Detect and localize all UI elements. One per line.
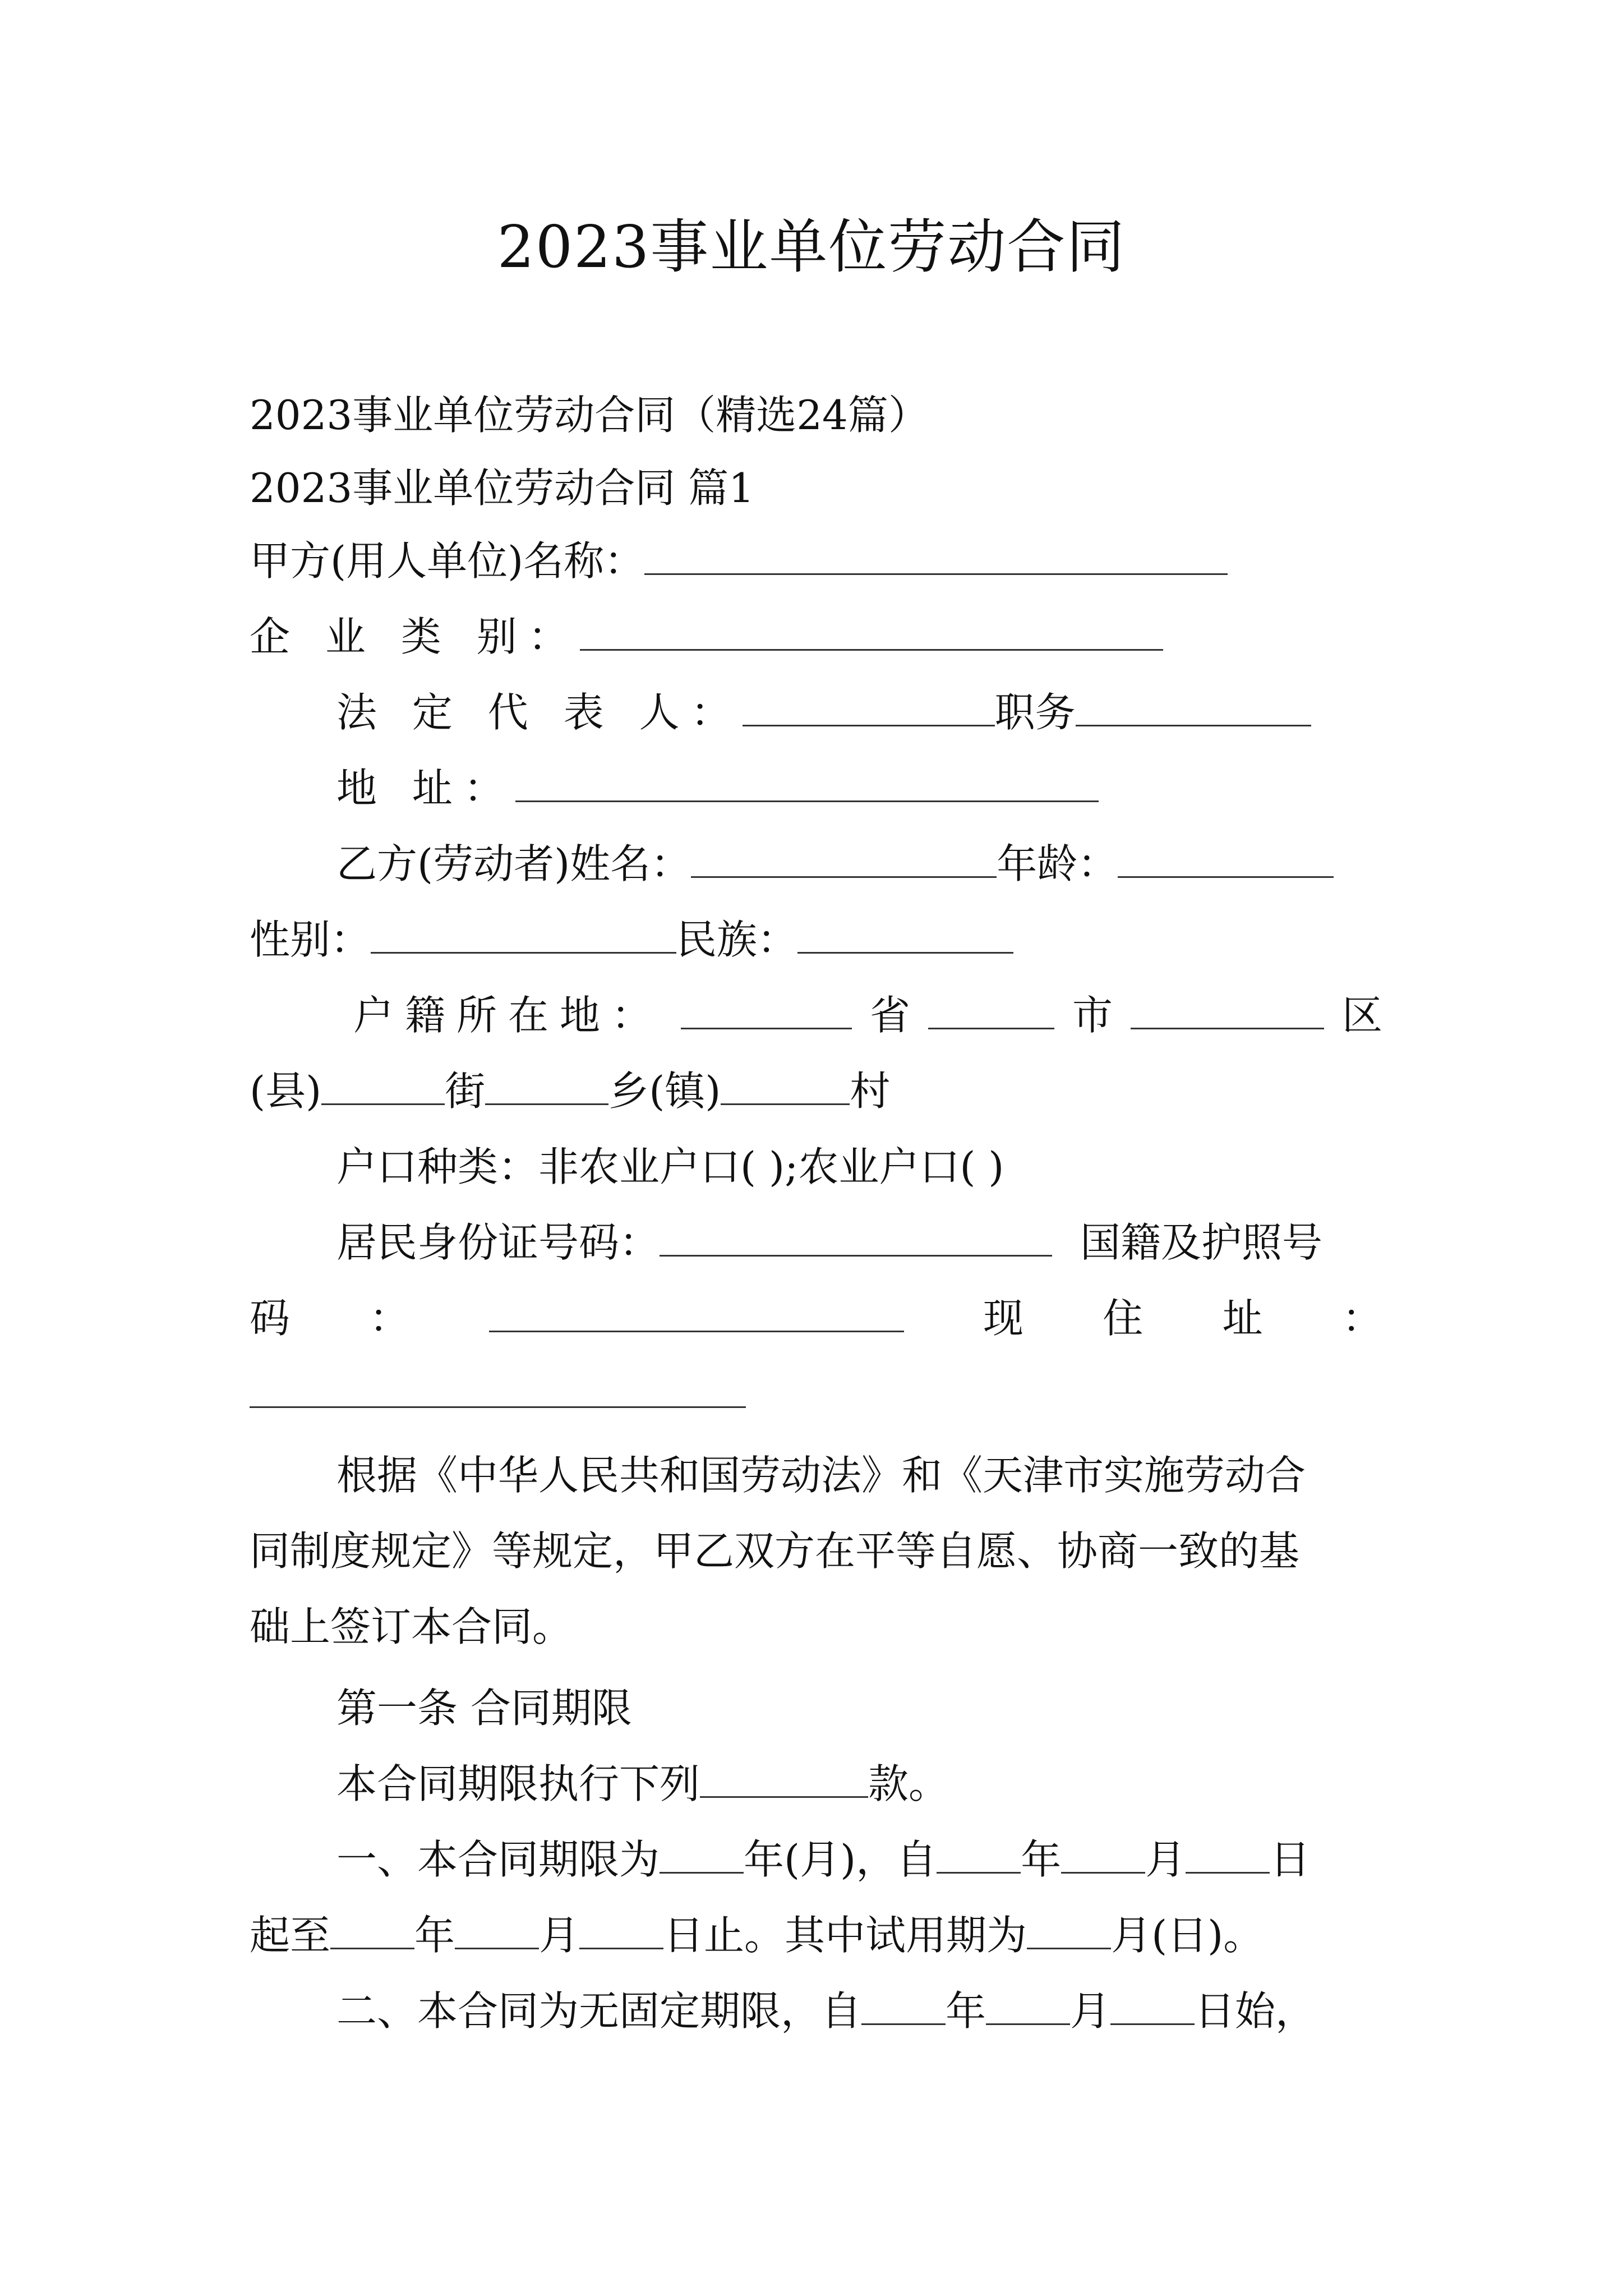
gender-line: [250, 906, 1382, 973]
address-blank[interactable]: [515, 761, 1099, 802]
household-location-line: [353, 982, 1382, 1049]
term-1-end-text: 起至: [250, 1912, 331, 1959]
id-number-line: [336, 1209, 1382, 1276]
term-exec-line: [336, 1750, 1469, 1818]
passport-label-part2: 码: [250, 1295, 291, 1342]
month-label: 月: [1070, 1987, 1111, 2035]
current-address-colon: ：: [1341, 1295, 1382, 1342]
district-label: 区: [1341, 992, 1382, 1039]
section-heading-line: [250, 454, 1382, 522]
basis-text-1: 根据《中华人民共和国劳动法》和《天津市实施劳动合: [336, 1452, 1306, 1499]
position-label: 职务: [994, 689, 1076, 736]
party-b-name-blank[interactable]: [691, 837, 997, 878]
passport-number-blank[interactable]: [489, 1291, 904, 1332]
position-blank[interactable]: [1076, 685, 1311, 726]
day-label: 日: [1270, 1836, 1311, 1883]
term-1-duration-blank[interactable]: [660, 1833, 744, 1874]
address-label: 地 址：: [336, 765, 515, 812]
legal-rep-blank[interactable]: [743, 685, 995, 726]
section-heading: 2023事业单位劳动合同 篇1: [250, 464, 754, 512]
month-label: 月: [1145, 1836, 1186, 1883]
term-2-day-blank[interactable]: [1110, 1984, 1195, 2025]
legal-rep-line: [336, 679, 1469, 746]
term-2-line: [336, 1977, 1469, 2045]
city-label: 市: [1072, 992, 1113, 1039]
household-detail-line: [250, 1057, 1382, 1125]
age-blank[interactable]: [1118, 837, 1334, 878]
party-a-name-label: 甲方(用人单位)名称：: [250, 537, 645, 585]
article-1-line: [336, 1674, 1469, 1742]
township-blank[interactable]: [721, 1064, 850, 1105]
year-label: 年: [414, 1912, 455, 1959]
household-type-text: 户口种类：非农业户口( );农业户口( ): [336, 1143, 1004, 1190]
enterprise-type-line: [250, 603, 1382, 670]
passport-label-part1: 国籍及护照号: [1080, 1219, 1323, 1266]
term-2-text: 二、本合同为无固定期限，自: [336, 1987, 862, 2035]
term-1-start-year-blank[interactable]: [937, 1833, 1021, 1874]
basis-line-2: [250, 1517, 1382, 1585]
term-1-end-year-blank[interactable]: [330, 1908, 414, 1949]
gender-blank[interactable]: [371, 913, 676, 954]
party-a-name-blank[interactable]: [644, 534, 1228, 575]
term-1-end-line: [250, 1902, 1382, 1969]
term-1-end-day-blank[interactable]: [579, 1908, 663, 1949]
term-2-year-blank[interactable]: [861, 1984, 946, 2025]
gender-label: 性别：: [250, 916, 371, 963]
passport-current-address-line: [250, 1285, 1382, 1352]
term-1-line: [336, 1826, 1469, 1893]
city-blank[interactable]: [928, 988, 1054, 1029]
term-2-suffix: 日始，: [1195, 1987, 1316, 2035]
basis-line-1: [336, 1442, 1469, 1509]
party-a-name-line: [250, 527, 1382, 595]
party-b-name-label: 乙方(劳动者)姓名：: [336, 840, 691, 887]
basis-text-2: 同制度规定》等规定，甲乙双方在平等自愿、协商一致的基: [250, 1527, 1300, 1575]
current-address-char3: 址: [1222, 1295, 1263, 1342]
enterprise-type-blank[interactable]: [580, 610, 1163, 651]
article-1-heading: 第一条 合同期限: [336, 1685, 632, 1732]
month-label: 月: [539, 1912, 580, 1959]
address-line: [336, 754, 1469, 822]
street-blank[interactable]: [485, 1064, 608, 1105]
year-label: 年: [946, 1987, 986, 2035]
current-address-blank[interactable]: [250, 1367, 746, 1408]
age-label: 年龄：: [997, 840, 1118, 887]
current-address-char1: 现: [983, 1295, 1023, 1342]
township-label: 乡(镇): [608, 1068, 721, 1115]
county-label: (县): [250, 1068, 322, 1115]
probation-unit-text: 月(日)。: [1111, 1912, 1264, 1959]
term-1-start-month-blank[interactable]: [1061, 1833, 1145, 1874]
term-1-unit-text: 年(月)，自: [744, 1836, 937, 1883]
subtitle: 2023事业单位劳动合同（精选24篇）: [250, 392, 929, 439]
term-exec-suffix: 款。: [868, 1760, 949, 1807]
county-blank[interactable]: [321, 1064, 445, 1105]
current-address-blank-line: [250, 1360, 1382, 1428]
document-title: 2023事业单位劳动合同: [497, 213, 1126, 281]
village-label: 村: [850, 1068, 891, 1115]
district-blank[interactable]: [1131, 988, 1324, 1029]
legal-rep-label: 法 定 代 表 人：: [336, 689, 743, 736]
ethnicity-label: 民族：: [676, 916, 798, 963]
term-1-end-month-blank[interactable]: [455, 1908, 539, 1949]
term-exec-blank[interactable]: [700, 1757, 868, 1798]
household-type-line: [336, 1133, 1469, 1200]
street-label: 街: [445, 1068, 486, 1115]
household-location-label: 户籍所在地：: [353, 992, 663, 1039]
term-exec-text: 本合同期限执行下列: [336, 1760, 700, 1807]
ethnicity-blank[interactable]: [797, 913, 1013, 954]
term-1-start-day-blank[interactable]: [1186, 1833, 1270, 1874]
subtitle-line: [250, 381, 1382, 449]
province-label: 省: [869, 992, 910, 1039]
term-2-month-blank[interactable]: [986, 1984, 1070, 2025]
probation-blank[interactable]: [1027, 1908, 1111, 1949]
basis-line-3: [250, 1593, 1382, 1660]
party-b-name-line: [336, 830, 1469, 898]
province-blank[interactable]: [681, 988, 852, 1029]
passport-colon: ：: [369, 1295, 410, 1342]
id-number-label: 居民身份证号码：: [336, 1219, 660, 1266]
basis-text-3: 础上签订本合同。: [250, 1603, 573, 1650]
enterprise-type-label: 企 业 类 别：: [250, 613, 580, 660]
year-label: 年: [1021, 1836, 1062, 1883]
term-1-probation-text: 日止。其中试用期为: [663, 1912, 1027, 1959]
id-number-blank[interactable]: [660, 1216, 1052, 1257]
current-address-char2: 住: [1103, 1295, 1144, 1342]
term-1-text: 一、本合同期限为: [336, 1836, 660, 1883]
